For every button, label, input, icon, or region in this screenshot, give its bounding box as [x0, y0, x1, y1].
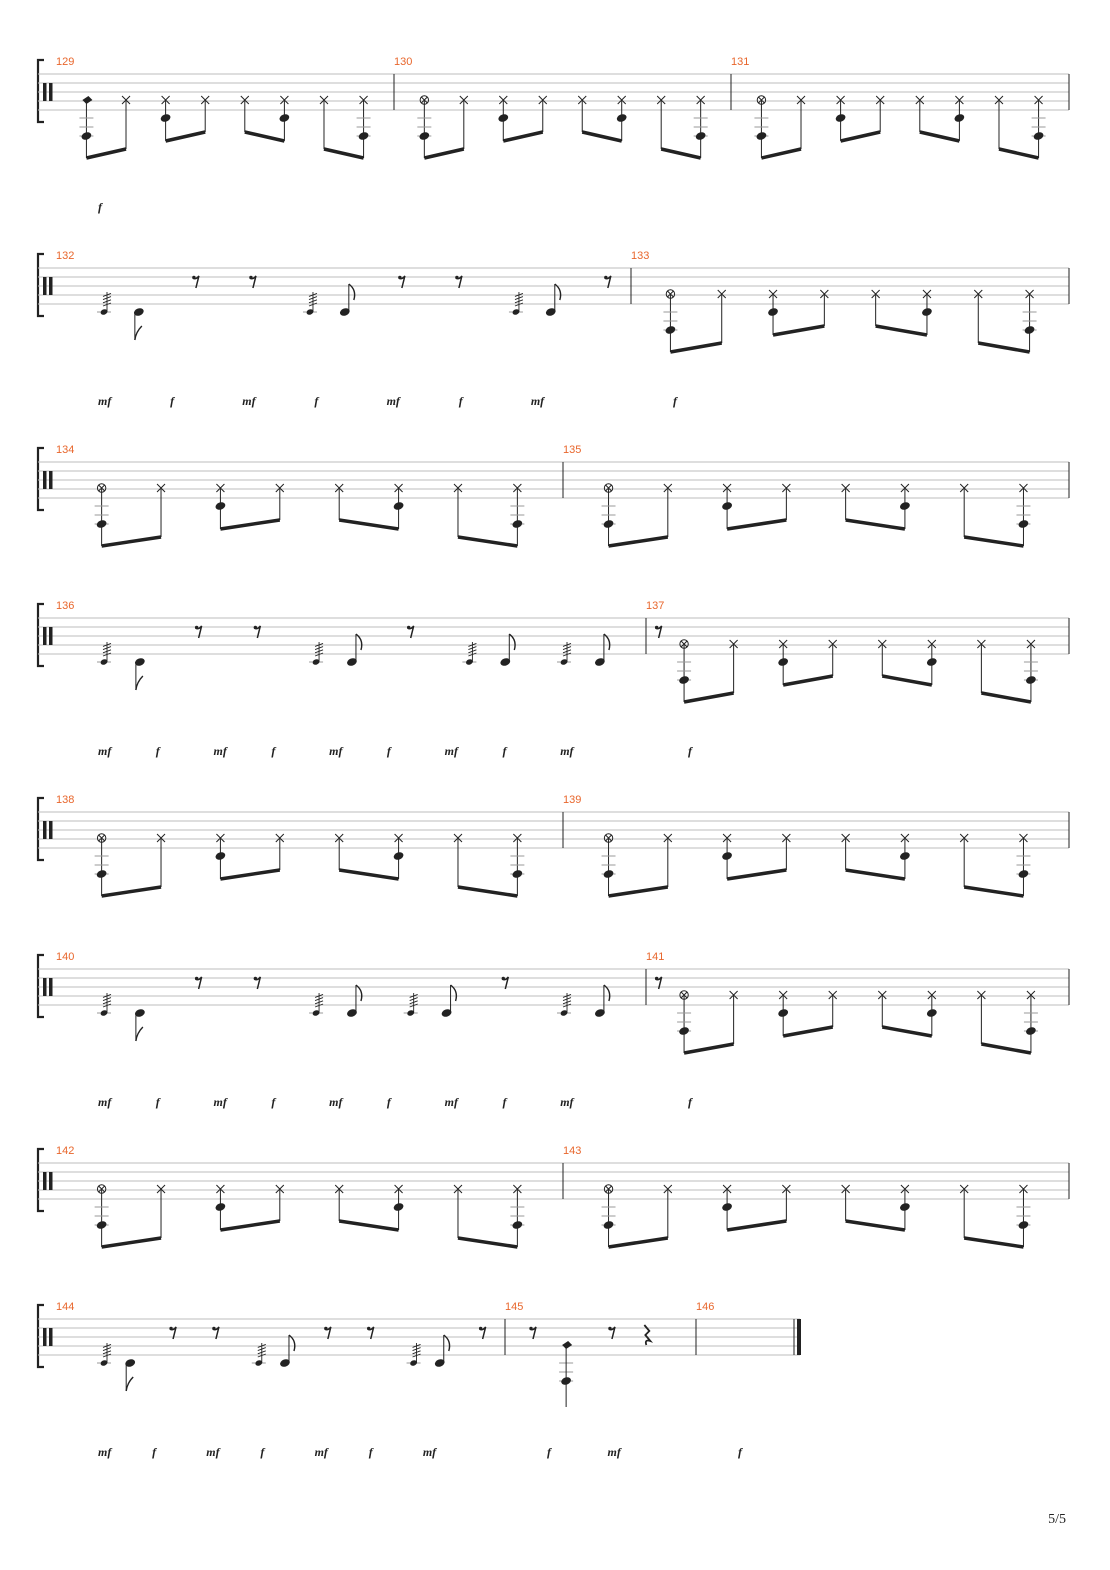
percussion-clef-bar: [49, 1328, 53, 1346]
measure: [394, 56, 708, 158]
snare-notehead: [616, 113, 628, 123]
kick-notehead: [603, 519, 615, 529]
eighth-beam: [458, 537, 517, 546]
percussion-clef-bar: [43, 277, 47, 295]
measure: [56, 600, 665, 758]
eighth-beam: [761, 149, 801, 158]
eighth-rest-dot: [608, 1327, 611, 1330]
eighth-beam: [102, 1238, 161, 1247]
dynamic-marking: mf: [422, 1445, 437, 1459]
eighth-rest-dot: [212, 1327, 215, 1330]
snare-notehead: [767, 307, 779, 317]
measure: [56, 250, 611, 408]
measure: [56, 794, 524, 896]
eighth-beam: [220, 1221, 279, 1230]
dynamic-marking: f: [688, 744, 692, 758]
eighth-beam: [684, 1044, 734, 1053]
eighth-beam: [582, 132, 621, 141]
snare-notehead: [721, 851, 733, 861]
note-flag: [136, 676, 143, 690]
dynamic-marking: f: [502, 744, 507, 758]
snare-notehead: [497, 113, 509, 123]
kick-notehead: [664, 325, 676, 335]
eighth-beam: [339, 520, 398, 529]
dynamic-marking: mf: [98, 744, 112, 758]
eighth-beam: [339, 870, 398, 879]
eighth-rest-dot: [655, 626, 658, 629]
dynamic-marking: f: [738, 1445, 742, 1459]
dynamic-marking: mf: [560, 1095, 574, 1109]
dynamic-marking: mf: [560, 744, 574, 758]
dynamic-marking: f: [314, 394, 319, 408]
dynamic-marking: f: [458, 394, 463, 408]
dynamic-marking: f: [386, 744, 391, 758]
dynamic-marking: mf: [329, 744, 343, 758]
snare-notehead: [393, 501, 405, 511]
eighth-beam: [964, 537, 1023, 546]
measure: [646, 951, 1038, 1109]
dynamic-marking: mf: [242, 394, 256, 408]
eighth-beam: [609, 1238, 668, 1247]
kick-notehead: [1018, 1220, 1030, 1230]
eighth-beam: [424, 149, 463, 158]
measure: [563, 1145, 1030, 1247]
eighth-beam: [846, 1221, 905, 1230]
measure-number: 135: [563, 444, 582, 456]
percussion-clef-bar: [49, 627, 53, 645]
dynamic-marking: mf: [314, 1445, 328, 1459]
measure: [56, 1301, 486, 1459]
accent-cymbal-notehead: [82, 96, 92, 104]
final-barline-thick: [797, 1319, 801, 1355]
kick-notehead: [1025, 1026, 1037, 1036]
dynamic-marking: f: [547, 1445, 551, 1459]
dynamic-marking: f: [271, 1095, 276, 1109]
dynamic-marking: f: [688, 1095, 692, 1109]
eighth-rest-dot: [479, 1327, 482, 1330]
staff-system: [38, 250, 1069, 408]
kick-notehead: [358, 131, 370, 141]
eighth-beam: [981, 1044, 1031, 1053]
dynamic-marking: f: [271, 744, 276, 758]
eighth-beam: [245, 132, 285, 141]
eighth-beam: [964, 1238, 1023, 1247]
snare-notehead: [393, 851, 405, 861]
eighth-beam: [102, 537, 161, 546]
page-number: 5/5: [1048, 1512, 1066, 1527]
eighth-beam: [978, 343, 1029, 352]
dynamic-marking: mf: [386, 394, 400, 408]
eighth-beam: [661, 149, 700, 158]
eighth-rest-dot: [195, 977, 198, 980]
eighth-rest-dot: [195, 626, 198, 629]
measure-number: 134: [56, 444, 75, 456]
dynamic-marking: mf: [607, 1445, 621, 1459]
snare-notehead: [835, 113, 847, 123]
percussion-clef-bar: [49, 277, 53, 295]
dynamic-marking: f: [386, 1095, 391, 1109]
kick-notehead: [1025, 675, 1037, 685]
eighth-rest-dot: [529, 1327, 532, 1330]
eighth-rest-dot: [192, 276, 195, 279]
eighth-beam: [964, 887, 1023, 896]
dynamic-marking: mf: [530, 394, 545, 408]
kick-notehead: [96, 519, 108, 529]
note-flag: [126, 1377, 133, 1391]
dynamic-marking: f: [170, 394, 175, 408]
eighth-rest-dot: [367, 1327, 370, 1330]
eighth-beam: [609, 887, 668, 896]
measure-number: 142: [56, 1145, 75, 1157]
kick-notehead: [755, 131, 767, 141]
staff-system: [38, 444, 1069, 546]
kick-notehead: [1018, 519, 1030, 529]
measure-number: 141: [646, 951, 665, 963]
staff-system: [38, 600, 1069, 758]
percussion-clef-bar: [49, 471, 53, 489]
measure-number: 145: [505, 1301, 524, 1313]
eighth-rest-dot: [249, 276, 252, 279]
eighth-beam: [670, 343, 721, 352]
snare-notehead: [777, 657, 789, 667]
measure-number: 144: [56, 1301, 75, 1313]
eighth-rest-dot: [502, 977, 505, 980]
measure-number: 136: [56, 600, 75, 612]
measure: [56, 1145, 524, 1247]
eighth-beam: [220, 870, 279, 879]
snare-notehead: [926, 657, 938, 667]
measure: [563, 794, 1030, 896]
kick-notehead: [1018, 869, 1030, 879]
snare-notehead: [214, 1202, 226, 1212]
eighth-beam: [846, 870, 905, 879]
kick-notehead: [511, 869, 523, 879]
eighth-beam: [882, 676, 932, 685]
snare-notehead: [721, 501, 733, 511]
measure-number: 143: [563, 1145, 582, 1157]
dynamic-marking: f: [155, 1095, 160, 1109]
snare-notehead: [899, 851, 911, 861]
dynamic-marking: f: [155, 744, 160, 758]
measure-number: 140: [56, 951, 75, 963]
note-flag: [136, 1027, 143, 1041]
eighth-beam: [727, 1221, 786, 1230]
eighth-beam: [324, 149, 364, 158]
staff-system: [38, 1145, 1069, 1247]
measure-number: 139: [563, 794, 582, 806]
kick-notehead: [96, 1220, 108, 1230]
eighth-beam: [458, 887, 517, 896]
eighth-beam: [841, 132, 881, 141]
kick-notehead: [511, 1220, 523, 1230]
eighth-beam: [86, 149, 126, 158]
percussion-clef-bar: [49, 1172, 53, 1190]
snare-notehead: [214, 501, 226, 511]
eighth-beam: [339, 1221, 398, 1230]
measure: [56, 951, 665, 1109]
staff-system: [38, 951, 1069, 1109]
dynamic-marking: mf: [206, 1445, 220, 1459]
snare-notehead: [721, 1202, 733, 1212]
measure: [56, 56, 371, 214]
eighth-beam: [727, 520, 786, 529]
snare-notehead: [899, 501, 911, 511]
eighth-rest-dot: [407, 626, 410, 629]
dynamic-marking: mf: [98, 1095, 112, 1109]
eighth-beam: [220, 520, 279, 529]
measure-number: 131: [731, 56, 750, 68]
measure-number: 132: [56, 250, 75, 262]
kick-notehead: [678, 675, 690, 685]
measure-number: 133: [631, 250, 650, 262]
eighth-beam: [102, 887, 161, 896]
dynamic-marking: f: [368, 1445, 373, 1459]
eighth-beam: [846, 520, 905, 529]
staff-system: [38, 1301, 801, 1459]
dynamic-marking: f: [673, 394, 677, 408]
eighth-rest-dot: [254, 626, 257, 629]
dynamic-marking: mf: [213, 1095, 227, 1109]
measure: [646, 600, 1038, 758]
eighth-rest-dot: [324, 1327, 327, 1330]
eighth-beam: [773, 326, 824, 335]
dynamic-marking: mf: [329, 1095, 343, 1109]
measure-number: 138: [56, 794, 75, 806]
kick-notehead: [511, 519, 523, 529]
eighth-beam: [166, 132, 206, 141]
snare-notehead: [899, 1202, 911, 1212]
measure-number: 146: [696, 1301, 715, 1313]
snare-notehead: [393, 1202, 405, 1212]
percussion-clef-bar: [43, 627, 47, 645]
eighth-beam: [920, 132, 960, 141]
measure: [631, 250, 1037, 408]
dynamic-marking: f: [260, 1445, 265, 1459]
eighth-beam: [684, 693, 734, 702]
percussion-clef-bar: [43, 83, 47, 101]
dynamic-marking: mf: [98, 1445, 112, 1459]
snare-notehead: [214, 851, 226, 861]
percussion-clef-bar: [43, 471, 47, 489]
measure: [731, 56, 1046, 158]
score-systems: [38, 56, 1069, 1459]
dynamic-marking: f: [152, 1445, 157, 1459]
dynamic-marking: mf: [98, 394, 112, 408]
eighth-beam: [981, 693, 1031, 702]
eighth-rest-dot: [398, 276, 401, 279]
percussion-clef-bar: [49, 821, 53, 839]
percussion-clef-bar: [49, 978, 53, 996]
eighth-beam: [999, 149, 1039, 158]
accent-cymbal-notehead: [562, 1341, 572, 1349]
kick-notehead: [80, 131, 92, 141]
kick-notehead: [1033, 131, 1045, 141]
dynamic-marking: mf: [213, 744, 227, 758]
staff-system: [38, 56, 1069, 214]
dynamic-marking: mf: [444, 1095, 459, 1109]
eighth-beam: [783, 1027, 833, 1036]
measure: [696, 1301, 743, 1459]
percussion-clef-bar: [43, 1172, 47, 1190]
eighth-beam: [727, 870, 786, 879]
eighth-beam: [882, 1027, 932, 1036]
note-flag: [135, 326, 142, 340]
measure: [505, 1301, 650, 1459]
percussion-clef-bar: [43, 978, 47, 996]
snare-notehead: [777, 1008, 789, 1018]
kick-notehead: [695, 131, 707, 141]
measure: [563, 444, 1030, 546]
kick-notehead: [96, 869, 108, 879]
percussion-clef-bar: [43, 1328, 47, 1346]
measure-number: 137: [646, 600, 665, 612]
snare-notehead: [921, 307, 933, 317]
kick-notehead: [418, 131, 430, 141]
snare-notehead: [160, 113, 172, 123]
percussion-clef-bar: [49, 83, 53, 101]
staff-system: [38, 794, 1069, 896]
eighth-beam: [783, 676, 833, 685]
dynamic-marking: mf: [444, 744, 459, 758]
eighth-beam: [876, 326, 927, 335]
eighth-rest-dot: [655, 977, 658, 980]
eighth-rest-dot: [455, 276, 458, 279]
measure: [56, 444, 524, 546]
dynamic-marking: f: [98, 200, 102, 214]
dynamic-marking: f: [502, 1095, 507, 1109]
eighth-beam: [503, 132, 542, 141]
eighth-rest-dot: [169, 1327, 172, 1330]
snare-notehead: [278, 113, 290, 123]
eighth-beam: [458, 1238, 517, 1247]
percussion-clef-bar: [43, 821, 47, 839]
kick-notehead: [1024, 325, 1036, 335]
kick-notehead: [603, 869, 615, 879]
measure-number: 130: [394, 56, 413, 68]
snare-notehead: [953, 113, 965, 123]
kick-notehead: [603, 1220, 615, 1230]
eighth-rest-dot: [604, 276, 607, 279]
measure-number: 129: [56, 56, 75, 68]
eighth-rest-dot: [254, 977, 257, 980]
snare-notehead: [926, 1008, 938, 1018]
eighth-beam: [609, 537, 668, 546]
kick-notehead: [678, 1026, 690, 1036]
